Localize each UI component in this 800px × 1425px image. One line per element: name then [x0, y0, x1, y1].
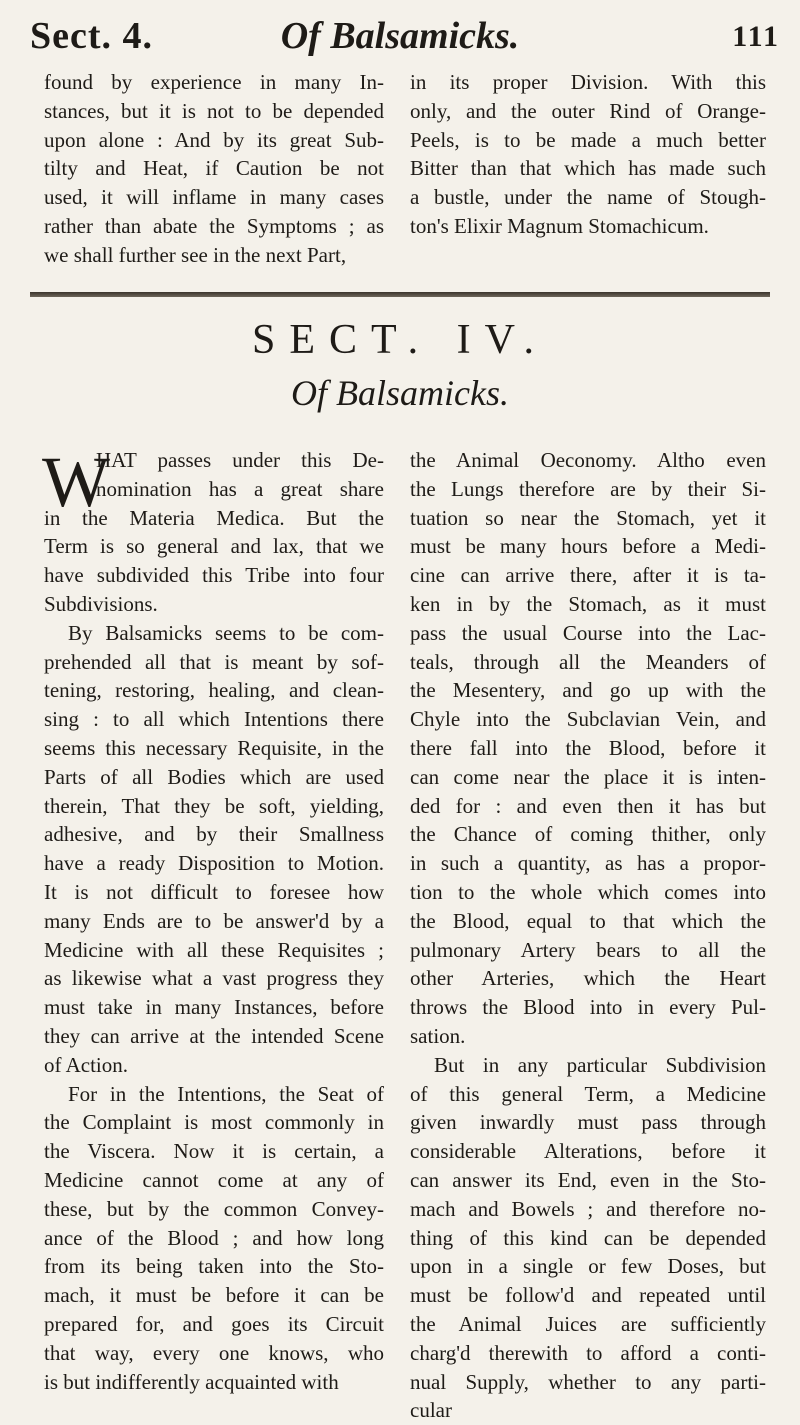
text-line: Subdivisions.	[44, 591, 158, 616]
text-line: nomination has a great share	[96, 476, 384, 501]
text-line: rather than abate the Symptoms ; as	[44, 213, 384, 238]
running-title: Of Balsamicks.	[280, 15, 520, 57]
text-line: used, it will inflame in many cases	[44, 185, 384, 210]
text-line: mach, it must be before it can be	[44, 1283, 384, 1308]
text-line: thing of this kind can be depended	[410, 1225, 766, 1250]
text-line: they can arrive at the intended Scene	[44, 1023, 384, 1048]
text-line: must take in many Instances, before	[44, 995, 384, 1020]
page-number: 111	[732, 20, 780, 53]
text-line: tion to the whole which comes into	[410, 879, 766, 904]
text-line: there fall into the Blood, before it	[410, 735, 766, 760]
text-line: in the Materia Medica. But the	[44, 505, 384, 530]
text-line: pulmonary Artery bears to all the	[410, 937, 766, 962]
text-line: throws the Blood into in every Pul-	[410, 995, 766, 1020]
text-line: the Lungs therefore are by their Si-	[410, 476, 766, 501]
text-line: found by experience in many In-	[44, 70, 384, 94]
text-line: in such a quantity, as has a propor-	[410, 851, 766, 876]
text-line: the Chance of coming thither, only	[410, 822, 766, 847]
text-line: upon in a single or few Doses, but	[410, 1254, 766, 1279]
text-line: adhesive, and by their Smallness	[44, 822, 384, 847]
text-line: have subdivided this Tribe into four	[44, 563, 384, 588]
text-line: ken in by the Stomach, as it must	[410, 591, 766, 616]
text-line: But in any particular Subdivision	[434, 1052, 766, 1077]
text-line: cine can arrive there, after it is ta-	[410, 563, 766, 588]
text-line: Chyle into the Subclavian Vein, and	[410, 707, 766, 732]
text-line: tuation so near the Stomach, yet it	[410, 505, 766, 530]
text-line: prehended all that is meant by sof-	[44, 649, 384, 674]
main-left-column	[42, 442, 384, 1396]
text-line: By Balsamicks seems to be com-	[68, 620, 384, 645]
text-line: the Viscera. Now it is certain, a	[44, 1139, 384, 1164]
text-line: from its being taken into the Sto-	[44, 1254, 384, 1279]
text-line: given inwardly must pass through	[410, 1110, 766, 1135]
text-line: is but indifferently acquainted with	[44, 1369, 339, 1394]
text-line: upon alone : And by its great Sub-	[44, 127, 384, 152]
text-line: the Blood, equal to that which the	[410, 908, 766, 933]
text-line: pass the usual Course into the Lac-	[410, 620, 766, 645]
text-line: the Mesentery, and go up with the	[410, 678, 766, 703]
text-line: seems this necessary Requisite, in the	[44, 735, 384, 760]
section-subheading: Of Balsamicks.	[291, 373, 509, 413]
text-line: sation.	[410, 1023, 466, 1048]
text-line: Bitter than that which has made such	[410, 156, 766, 181]
text-line: the Animal Juices are sufficiently	[410, 1311, 766, 1336]
text-line: we shall further see in the next Part,	[44, 242, 347, 267]
text-line: Parts of all Bodies which are used	[44, 764, 384, 789]
text-line: cular	[410, 1398, 452, 1423]
text-line: considerable Alterations, before it	[410, 1139, 766, 1164]
text-line: must be many hours before a Medi-	[410, 534, 766, 559]
text-line: HAT passes under this De-	[96, 448, 384, 472]
text-line: Medicine with all these Requisites ;	[44, 937, 384, 962]
text-line: of Action.	[44, 1052, 128, 1077]
text-line: sing : to all which Intentions there	[44, 707, 384, 732]
text-line: can come near the place it is inten-	[410, 764, 766, 789]
text-line: teals, through all the Meanders of	[410, 649, 766, 674]
text-line: prepared for, and goes its Circuit	[44, 1311, 384, 1336]
text-line: Term is so general and lax, that we	[44, 534, 384, 559]
text-line: have a ready Disposition to Motion.	[44, 851, 384, 876]
text-line: ded for : and even then it has but	[410, 793, 766, 818]
section-heading: SECT. IV.	[252, 317, 548, 363]
text-line: the Animal Oeconomy. Altho even	[410, 448, 766, 472]
text-line: these, but by the common Convey-	[44, 1196, 384, 1221]
text-line: Peels, is to be made a much better	[410, 127, 766, 152]
text-line: in its proper Division. With this	[410, 70, 766, 94]
text-line: charg'd therewith to afford a conti-	[410, 1340, 766, 1365]
text-line: other Arteries, which the Heart	[410, 966, 766, 991]
text-line: must be follow'd and repeated until	[410, 1283, 766, 1308]
text-line: For in the Intentions, the Seat of	[68, 1081, 384, 1106]
text-line: that way, every one knows, who	[44, 1340, 384, 1365]
text-line: of this general Term, a Medicine	[410, 1081, 766, 1106]
running-head	[20, 12, 780, 68]
text-line: ance of the Blood ; and how long	[44, 1225, 384, 1250]
top-right-column	[410, 68, 766, 241]
text-line: Medicine cannot come at any of	[44, 1167, 384, 1192]
text-line: the Complaint is most commonly in	[44, 1110, 384, 1135]
section-divider	[30, 292, 770, 297]
text-line: stances, but it is not to be depended	[44, 98, 384, 123]
text-line: mach and Bowels ; and therefore no-	[410, 1196, 766, 1221]
text-line: as likewise what a vast progress they	[44, 966, 384, 991]
text-line: nual Supply, whether to any parti-	[410, 1369, 766, 1394]
text-line: therein, That they be soft, yielding,	[44, 793, 384, 818]
text-line: many Ends are to be answer'd by a	[44, 908, 384, 933]
top-left-column	[44, 68, 384, 270]
text-line: can answer its End, even in the Sto-	[410, 1167, 766, 1192]
text-line: tilty and Heat, if Caution be not	[44, 156, 384, 181]
text-line: a bustle, under the name of Stough-	[410, 185, 766, 210]
text-line: tening, restoring, healing, and clean-	[44, 678, 384, 703]
text-line: ton's Elixir Magnum Stomachicum.	[410, 213, 709, 238]
section-marker: Sect. 4.	[30, 15, 154, 57]
text-line: only, and the outer Rind of Orange-	[410, 98, 766, 123]
text-line: It is not difficult to foresee how	[44, 879, 384, 904]
drop-cap: W	[42, 442, 110, 522]
main-right-column	[410, 446, 766, 1425]
